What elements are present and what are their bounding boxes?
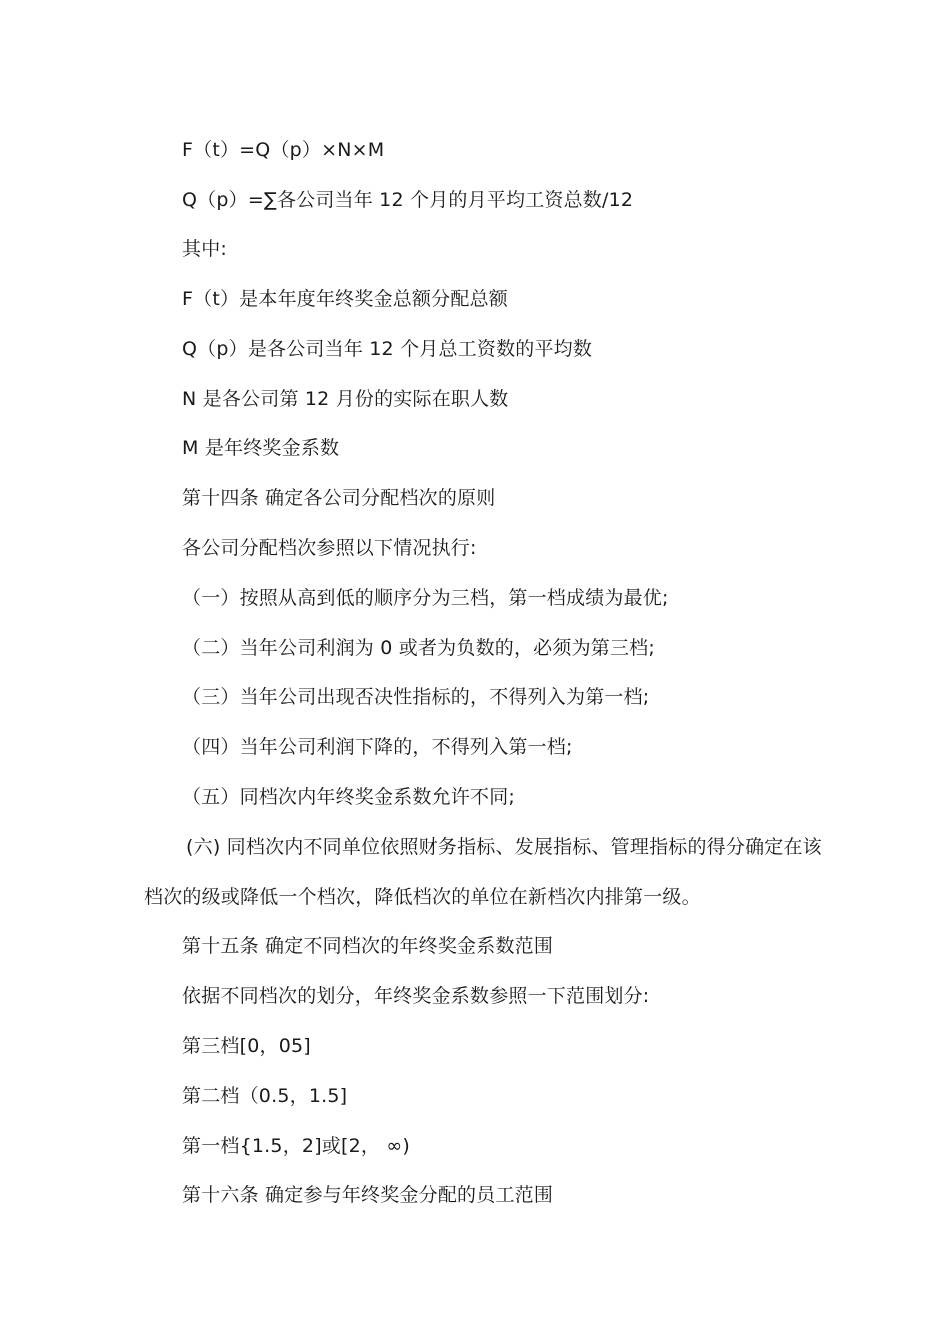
rule-item-2: （二）当年公司利润为 0 或者为负数的，必须为第三档;	[182, 637, 655, 659]
formula-qp: Q（p）=∑各公司当年 12 个月的月平均工资总数/12	[182, 189, 634, 211]
definition-ft: F（t）是本年度年终奖金总额分配总额	[182, 288, 508, 310]
tier-1-range: 第一档{1.5，2]或[2， ∞)	[182, 1135, 410, 1157]
rule-item-4: （四）当年公司利润下降的，不得列入第一档;	[182, 736, 573, 758]
rule-item-6-continued: 档次的级或降低一个档次，降低档次的单位在新档次内排第一级。	[144, 886, 701, 908]
article-15-heading: 第十五条 确定不同档次的年终奖金系数范围	[182, 935, 554, 957]
formula-ft: F（t）=Q（p）×N×M	[182, 139, 385, 161]
article-14-heading: 第十四条 确定各公司分配档次的原则	[182, 487, 496, 509]
article-16-heading: 第十六条 确定参与年终奖金分配的员工范围	[182, 1184, 554, 1206]
definition-qp: Q（p）是各公司当年 12 个月总工资数的平均数	[182, 338, 593, 360]
article-14-intro: 各公司分配档次参照以下情况执行:	[182, 537, 477, 559]
tier-2-range: 第二档（0.5，1.5]	[182, 1085, 348, 1107]
rule-item-3: （三）当年公司出现否决性指标的，不得列入为第一档;	[182, 686, 650, 708]
rule-item-1: （一）按照从高到低的顺序分为三档，第一档成绩为最优;	[182, 587, 669, 609]
article-15-intro: 依据不同档次的划分，年终奖金系数参照一下范围划分:	[182, 985, 650, 1007]
where-label: 其中:	[182, 238, 228, 260]
definition-m: M 是年终奖金系数	[182, 437, 340, 459]
tier-3-range: 第三档[0，05]	[182, 1035, 311, 1057]
definition-n: N 是各公司第 12 月份的实际在职人数	[182, 388, 509, 410]
rule-item-6: (六) 同档次内不同单位依照财务指标、发展指标、管理指标的得分确定在该	[186, 836, 822, 858]
rule-item-5: （五）同档次内年终奖金系数允许不同;	[182, 786, 516, 808]
